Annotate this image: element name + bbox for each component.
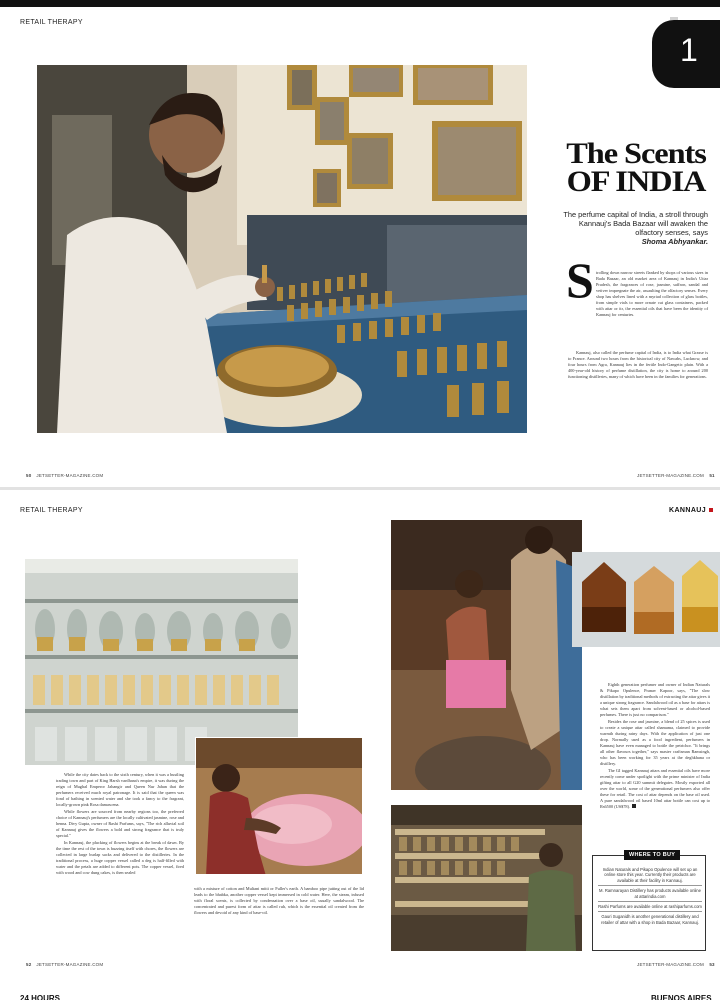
photo-workers-distillery [391, 520, 582, 790]
where-to-buy-item: Indian Naturals and Pikapo Opulence will set up an online store this year. Currently their products are available at their facility in Kannauj. [598, 865, 702, 886]
photo-rose-petals [195, 737, 363, 875]
top-black-bar [0, 0, 720, 7]
where-to-buy-item: M. Ramnarayan Distillery has products available online at attarindia.com [598, 886, 702, 902]
column-c-paragraph-3-text: The GI tagged Kannauj attars and essential oils have more recently come under spotlight with the prime minister of India gifting attar to all G20 summit delegates. Mostly exported all over the world, some of the generational perfumers also offer these for retail. The cost of attar depends on the base oil used. A pure sandalwood oil based 10ml attar bottle can cost up to Rs6500 (US$78). [600, 768, 710, 809]
footer-right-site-2: JETSETTER-MAGAZINE.COM [637, 962, 704, 967]
footer-right-page: 51 [709, 473, 715, 478]
byline [550, 237, 708, 246]
next-spread-right-label: BUENOS AIRES [651, 994, 712, 1000]
next-spread-left-label: 24 HOURS [20, 994, 61, 1000]
footer-left-2 [26, 962, 103, 967]
article-column-c [600, 682, 710, 811]
column-c-paragraph-2: Besides the rose and jasmine, a blend of 25 spices is used to create a unique attar called shamama, claimed to provide warmth during rainy days. With the application of just one drop. Normally used as a food ingredient, perfumers in Kannauj have even managed to bottle the petrichor. "It brings all other flavours together," says master craftsman Ramsingh, who has been working for 35 years at the deghkhana or distillery. [600, 719, 710, 766]
where-to-buy-list [598, 865, 702, 927]
article-column-a [56, 772, 184, 877]
article-intro-text: trolling down narrow streets flanked by shops of various sizes in Bada Bazaar, an old market area of Kannauj in India's Uttar Pradesh, the fragrances of rose, jasmine, saffron, sandal and vetiver impregnate the air, assaulting the olfactory senses. Every shop has shelves lined with a myriad collection of glass bottles, from simple vials to more ornate cut glass containers, packed with attar or itr, the essential oils that have been the identity of Kannauj for centuries. [596, 270, 708, 317]
section-label: RETAIL THERAPY [20, 19, 83, 26]
where-to-buy-title: WHERE TO BUY [624, 850, 680, 860]
article-paragraph-2: Kannauj, also called the perfume capital of India, is to India what Grasse is to France. Around two hours from the historical city of Nawabs, Lucknow, and four hours from Agra, Kannauj lies in the fertile Indo-Gangetic plain. With a 400-year-old history of perfume distillation, the city is home to around 200 functioning distilleries, many of which have been in the families for generations. [568, 350, 708, 379]
article-column-b: with a mixture of cotton and Multani mitti or Fuller's earth. A bamboo pipe jutting out of the lid leads to the bhabka, another copper vessel kept immersed in cold water. Here, the steam, infused with floral scents, is collected by condensation over a base oil, usually sandalwood. The concentrated and purest form of attar is called ruh, which is the essential oil created from the flowers and devoid of any kind of base-oil. [194, 886, 364, 915]
where-to-buy-item: Gauri Suganidh is another generational distillery and retailer of attar with a shop in Bada Bazaar, Kannauj. [601, 914, 699, 925]
photo-bottle-shelves-illustration [25, 559, 298, 765]
footer-right-site: JETSETTER-MAGAZINE.COM [637, 473, 704, 478]
footer-right [637, 473, 720, 478]
section-label-right [669, 507, 713, 514]
footer-left-site: JETSETTER-MAGAZINE.COM [36, 473, 104, 478]
headline-line-2: OF INDIA [566, 165, 706, 198]
column-a-paragraph-3: In Kannauj, the plucking of flowers begins at the break of dawn. By the time the rest of the town is buzzing itself with chores, the flowers are collected in large burlap sacks and delivered to the distilleries. In the traditional process, a huge copper vessel called a deg is half-filled with water and the petals are added to different pots. The copper vessel, fired with wood and cow dung cakes, is then sealed [56, 840, 184, 875]
photo-attar-shop [391, 805, 582, 951]
photo-shop-illustration [391, 805, 582, 951]
where-to-buy-box [592, 852, 706, 951]
column-a-paragraph-1: While the city dates back to the sixth century, when it was a bustling trading town and part of King Harsh vardhana's empire, it was during the reign of Mughal Emperor Jahangir and Queen Nur Jahan that the perfumers received much royal patronage. It is said that the queen was fond of bathing in scented water and she took a fancy to the fragrant, locally-grown pink Rosa damascena. [56, 772, 184, 807]
end-mark [632, 804, 636, 808]
footer-left-page-2: 52 [26, 962, 32, 967]
next-spread-peek [0, 980, 720, 1000]
footer-left [26, 473, 103, 478]
page-spread-1[interactable] [0, 7, 720, 487]
footer-left-site-2: JETSETTER-MAGAZINE.COM [36, 962, 104, 967]
section-label-2: RETAIL THERAPY [20, 507, 83, 514]
footer-right-page-2: 53 [709, 962, 715, 967]
photo-bottle-closeup [572, 552, 720, 647]
column-c-paragraph-1: Eighth generation perfumer and owner of Indian Naturals & Pikapo Opulence, Pranav Kapoor, says, "The slow distillation by traditional methods of extracting the attar gives it a unique strong fragrance. Sandalwood oil as a base for attars is what sets them apart from solvent-based or alcohol-based perfumes. There is just no comparison." [600, 682, 710, 717]
hero-photo-illustration [37, 65, 527, 433]
article-body-text [568, 350, 708, 381]
standfirst: The perfume capital of India, a stroll through Kannauj's Bada Bazaar will awaken the olfactory senses, says [563, 210, 708, 237]
badge-number: 1 [680, 32, 698, 68]
headline-line-1: The Scents [566, 137, 706, 170]
photo-workers-illustration [391, 520, 582, 790]
photo-closeup-illustration [572, 552, 720, 647]
footer-left-page: 50 [26, 473, 32, 478]
byline-name: Shoma Abhyankar. [641, 237, 708, 246]
page-number-badge [652, 20, 720, 88]
hero-photo-perfumer [37, 65, 527, 433]
headline [555, 137, 717, 198]
where-to-buy-item: Rashi Parfums are available online at rashiparfums.com [598, 902, 702, 912]
red-square-marker [709, 508, 713, 512]
photo-bottle-shelves [25, 559, 298, 765]
column-a-paragraph-2: While flowers are sourced from nearby regions too, the preferred choice of Kannauj's perfumers are the locally cultivated jasmine, rose and henna. Divy Gupta, owner of Rashi Parfums, says, "The rich alluvial soil of Kannauj gives the flowers a bold and strong fragrance that is truly special." [56, 809, 184, 838]
section-right-text: KANNAUJ [669, 507, 707, 514]
photo-rose-petals-illustration [196, 738, 363, 875]
page-spread-2[interactable] [0, 490, 720, 980]
footer-right-2 [637, 962, 720, 967]
drop-cap: S [566, 252, 594, 308]
column-c-paragraph-3 [600, 768, 710, 810]
